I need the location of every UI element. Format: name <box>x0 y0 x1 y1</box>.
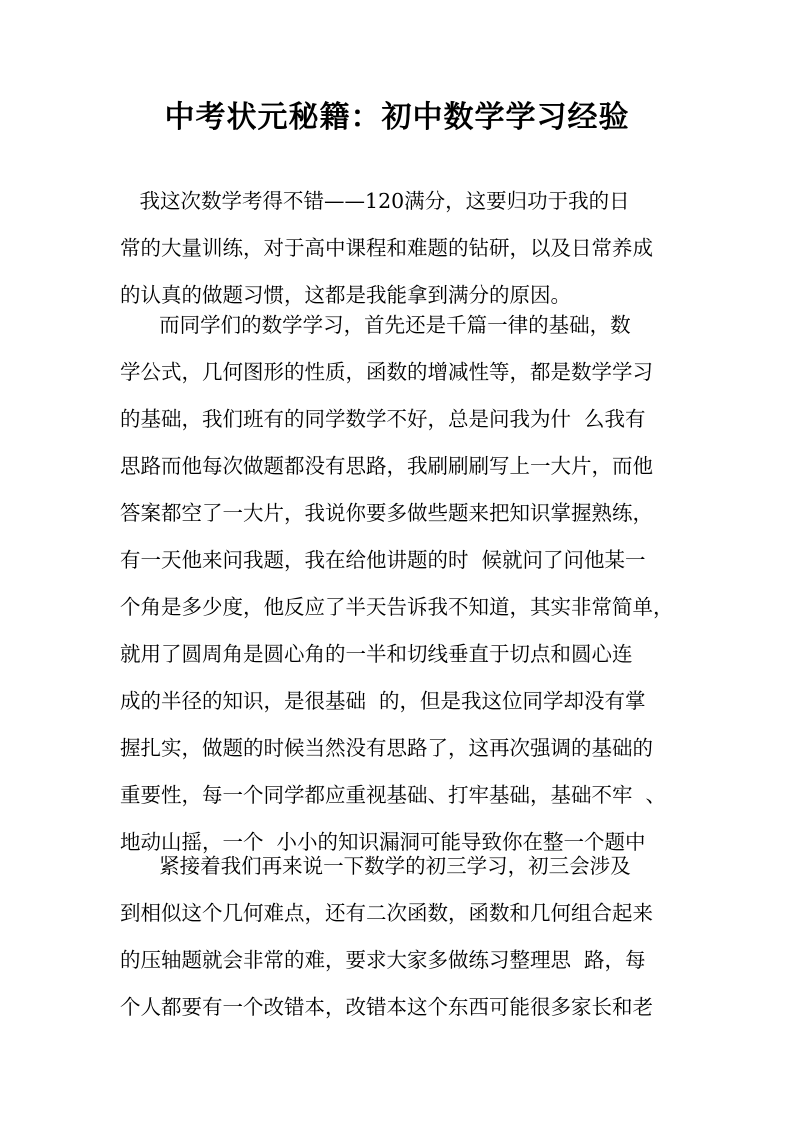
paragraph-line: 的压轴题就会非常的难，要求大家多做练习整理思 路，每 <box>120 948 646 972</box>
paragraph-line: 个人都要有一个改错本，改错本这个东西可能很多家长和老 <box>120 995 653 1019</box>
paragraph-line: 地动山摇，一个 小小的知识漏洞可能导致你在整一个题中 <box>120 830 646 854</box>
paragraph-line: 个角是多少度，他反应了半天告诉我不知道，其实非常简单， <box>120 595 674 619</box>
paragraph-line: 紧接着我们再来说一下数学的初三学习，初三会涉及 <box>120 854 631 878</box>
paragraph-line: 的认真的做题习惯，这都是我能拿到满分的原因。 <box>120 283 571 307</box>
document-title: 中考状元秘籍：初中数学学习经验 <box>164 100 630 135</box>
paragraph-line: 重要性，每一个同学都应重视基础、打牢基础，基础不牢 、 <box>120 783 667 807</box>
paragraph-line: 学公式，几何图形的性质，函数的增减性等，都是数学学习 <box>120 360 653 384</box>
paragraph-line: 常的大量训练，对于高中课程和难题的钻研，以及日常养成 <box>120 236 653 260</box>
paragraph-line: 答案都空了一大片，我说你要多做些题来把知识掌握熟练， <box>120 501 653 525</box>
paragraph-line: 思路而他每次做题都没有思路，我刷刷刷写上一大片，而他 <box>120 454 653 478</box>
paragraph-line: 有一天他来问我题，我在给他讲题的时 候就问了问他某一 <box>120 548 646 572</box>
paragraph-2 <box>120 310 680 874</box>
paragraph-3 <box>120 851 680 1039</box>
paragraph-line: 成的半径的知识，是很基础 的，但是我这位同学却没有掌 <box>120 689 646 713</box>
paragraph-line: 握扎实，做题的时候当然没有思路了，这再次强调的基础的 <box>120 736 653 760</box>
paragraph-line: 我这次数学考得不错——120满分，这要归功于我的日 <box>120 189 630 213</box>
paragraph-line: 的基础，我们班有的同学数学不好，总是问我为什 么我有 <box>120 407 646 431</box>
paragraph-line: 而同学们的数学学习，首先还是千篇一律的基础，数 <box>120 313 631 337</box>
paragraph-line: 到相似这个几何难点，还有二次函数，函数和几何组合起来 <box>120 901 653 925</box>
paragraph-line: 就用了圆周角是圆心角的一半和切线垂直于切点和圆心连 <box>120 642 633 666</box>
paragraph-1 <box>120 186 680 327</box>
